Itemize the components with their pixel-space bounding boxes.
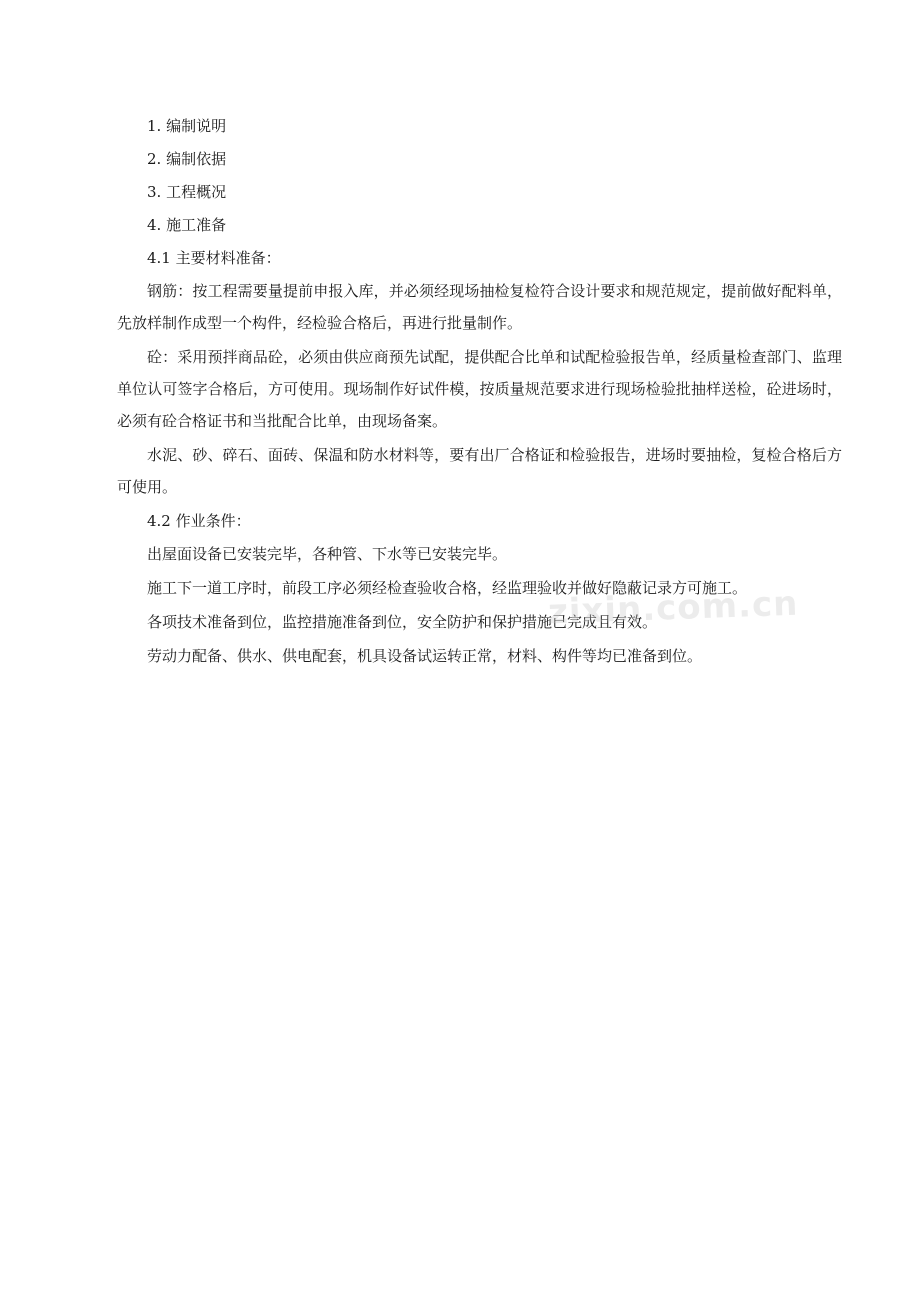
document-body — [117, 110, 842, 674]
paragraph-cement: 水泥、砂、碎石、面砖、保温和防水材料等，要有出厂合格证和检验报告，进场时要抽检，复检合格后方可使用。 — [117, 446, 842, 496]
heading-2: 2. 编制依据 — [147, 150, 227, 168]
paragraph-concrete: 砼：采用预拌商品砼，必须由供应商预先试配，提供配合比单和试配检验报告单，经质量检查部门、监理单位认可签字合格后，方可使用。现场制作好试件模，按质量规范要求进行现场检验批抽样送检，砼进场时，必须有砼合格证书和当批配合比单，由现场备案。 — [117, 348, 842, 430]
paragraph-rebar: 钢筋：按工程需要量提前申报入库，并必须经现场抽检复检符合设计要求和规范规定，提前做好配料单，先放样制作成型一个构件，经检验合格后，再进行批量制作。 — [117, 282, 842, 332]
heading-4-1: 4.1 主要材料准备： — [147, 249, 281, 267]
paragraph-condition-1: 出屋面设备已安装完毕，各种管、下水等已安装完毕。 — [147, 545, 508, 563]
watermark-text: zixin.com.cn — [547, 583, 799, 633]
heading-3: 3. 工程概况 — [147, 183, 227, 201]
paragraph-condition-3: 各项技术准备到位，监控措施准备到位，安全防护和保护措施已完成且有效。 — [147, 613, 658, 631]
heading-1: 1. 编制说明 — [147, 117, 227, 135]
heading-4-2: 4.2 作业条件： — [147, 512, 251, 530]
paragraph-condition-4: 劳动力配备、供水、供电配套，机具设备试运转正常，材料、构件等均已准备到位。 — [147, 647, 703, 665]
paragraph-condition-2: 施工下一道工序时，前段工序必须经检查验收合格，经监理验收并做好隐蔽记录方可施工。 — [147, 579, 748, 597]
heading-4: 4. 施工准备 — [147, 216, 227, 234]
